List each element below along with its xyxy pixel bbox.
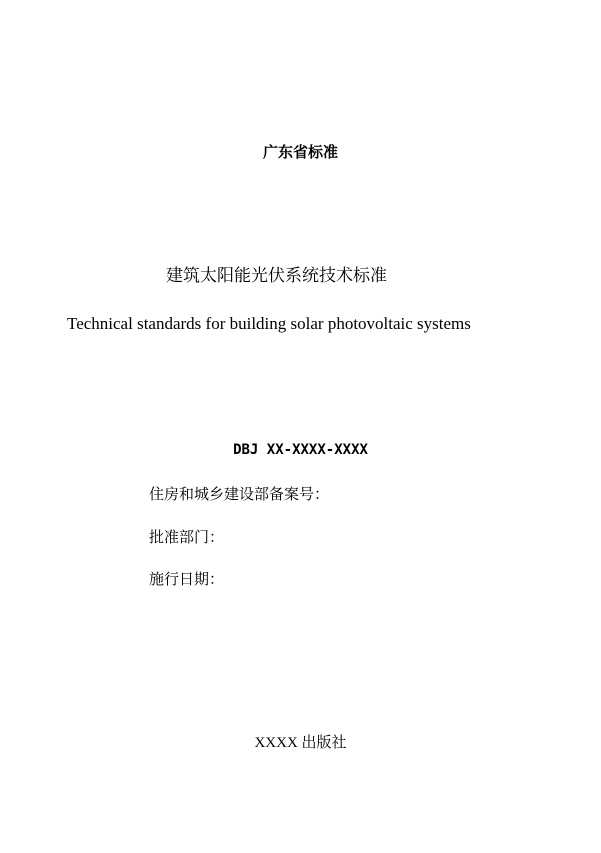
filing-number-label: 住房和城乡建设部备案号： [149, 485, 330, 503]
effective-date-label: 施行日期： [149, 570, 225, 588]
publisher-name: XXXX 出版社 [254, 735, 347, 751]
standard-title-english: Technical standards for building solar photovoltaic systems [67, 314, 471, 333]
standard-title-chinese: 建筑太阳能光伏系统技术标准 [166, 266, 387, 286]
approval-department-label: 批准部门： [149, 528, 225, 546]
issuer-heading: 广东省标准 [262, 143, 338, 161]
standard-code: DBJ XX-XXXX-XXXX [233, 442, 368, 458]
